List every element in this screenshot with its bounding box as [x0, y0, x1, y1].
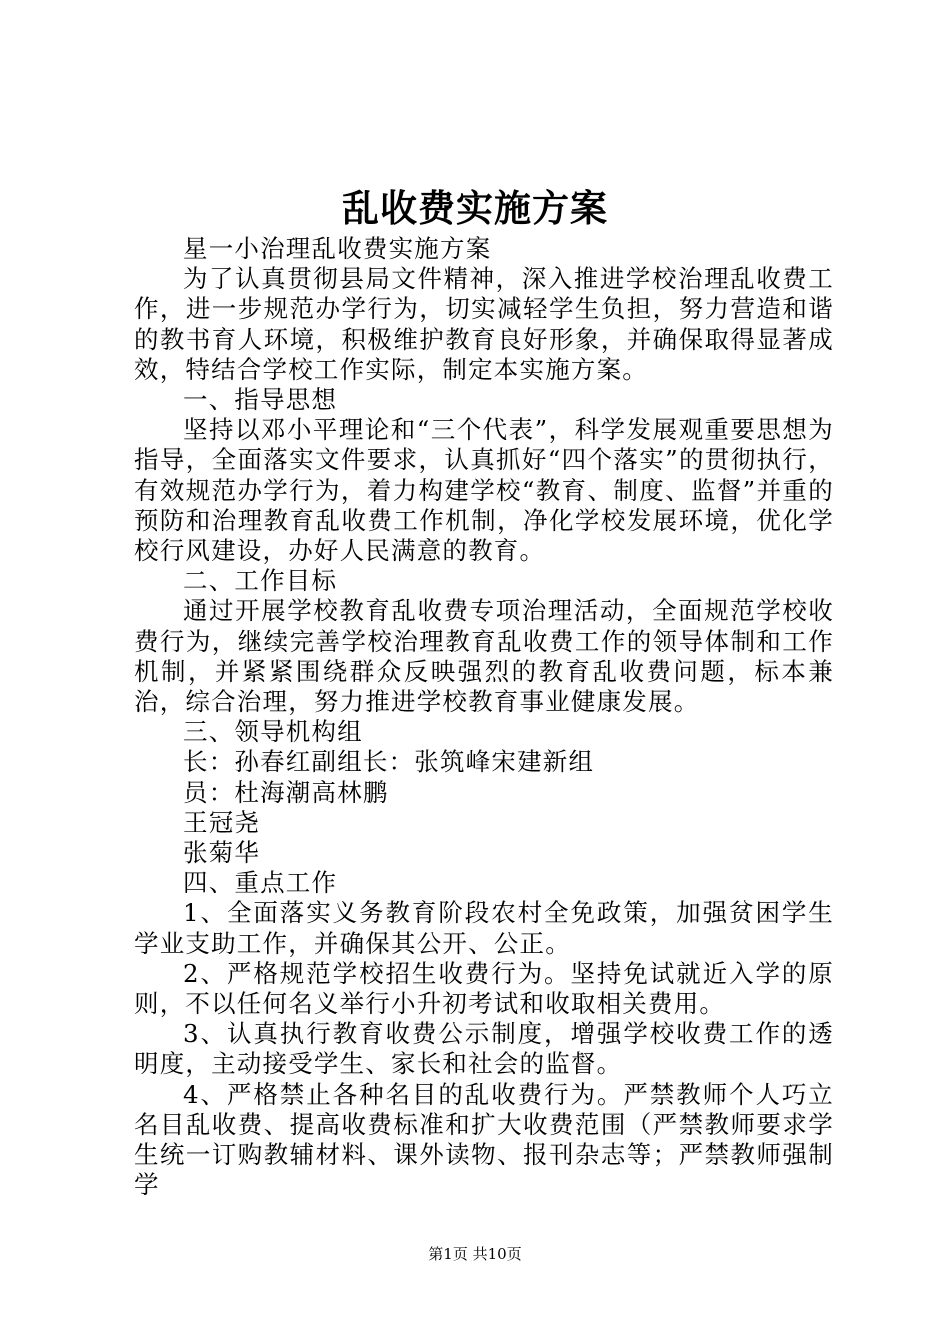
paragraph: 员：杜海潮高林鹏 [183, 777, 389, 807]
paragraph: 王冠尧 [183, 807, 261, 837]
paragraph: 星一小治理乱收费实施方案 [183, 234, 492, 263]
page-footer: 第1页 共10页 [428, 1245, 522, 1263]
paragraph: 为了认真贯彻县局文件精神，深入推进学校治理乱收费工作，进一步规范办学行为，切实减轻学生负担，努力营造和谐的教书育人环境，积极维护教育良好形象，并确保取得显著成效，特结合学校工作实际，制定本实施方案。 [134, 264, 834, 384]
paragraph: 3、认真执行教育收费公示制度，增强学校收费工作的透明度，主动接受学生、家长和社会的监督。 [134, 1019, 834, 1079]
paragraph: 张菊华 [183, 838, 261, 868]
paragraph: 坚持以邓小平理论和“三个代表”，科学发展观重要思想为指导，全面落实文件要求，认真抓好“四个落实”的贯彻执行，有效规范办学行为，着力构建学校“教育、制度、监督”并重的预防和治理教育乱收费工作机制，净化学校发展环境，优化学校行风建设，办好人民满意的教育。 [134, 415, 834, 566]
page-title: 乱收费实施方案 [342, 186, 608, 230]
document-body [134, 234, 834, 1201]
section-heading: 一、指导思想 [183, 385, 338, 415]
section-heading: 四、重点工作 [183, 868, 338, 898]
paragraph: 1、全面落实义务教育阶段农村全免政策，加强贫困学生学业支助工作，并确保其公开、公正。 [134, 898, 834, 958]
paragraph: 通过开展学校教育乱收费专项治理活动，全面规范学校收费行为，继续完善学校治理教育乱收费工作的领导体制和工作机制，并紧紧围绕群众反映强烈的教育乱收费问题，标本兼治，综合治理，努力推进学校教育事业健康发展。 [134, 596, 834, 717]
section-heading: 二、工作目标 [183, 566, 338, 596]
paragraph: 2、严格规范学校招生收费行为。坚持免试就近入学的原则，不以任何名义举行小升初考试和收取相关费用。 [134, 958, 834, 1019]
paragraph: 4、严格禁止各种名目的乱收费行为。严禁教师个人巧立名目乱收费、提高收费标准和扩大收费范围（严禁教师要求学生统一订购教辅材料、课外读物、报刊杂志等；严禁教师强制学 [134, 1079, 834, 1200]
section-heading: 三、领导机构组 [183, 717, 363, 747]
paragraph: 长：孙春红副组长：张筑峰宋建新组 [183, 747, 595, 777]
